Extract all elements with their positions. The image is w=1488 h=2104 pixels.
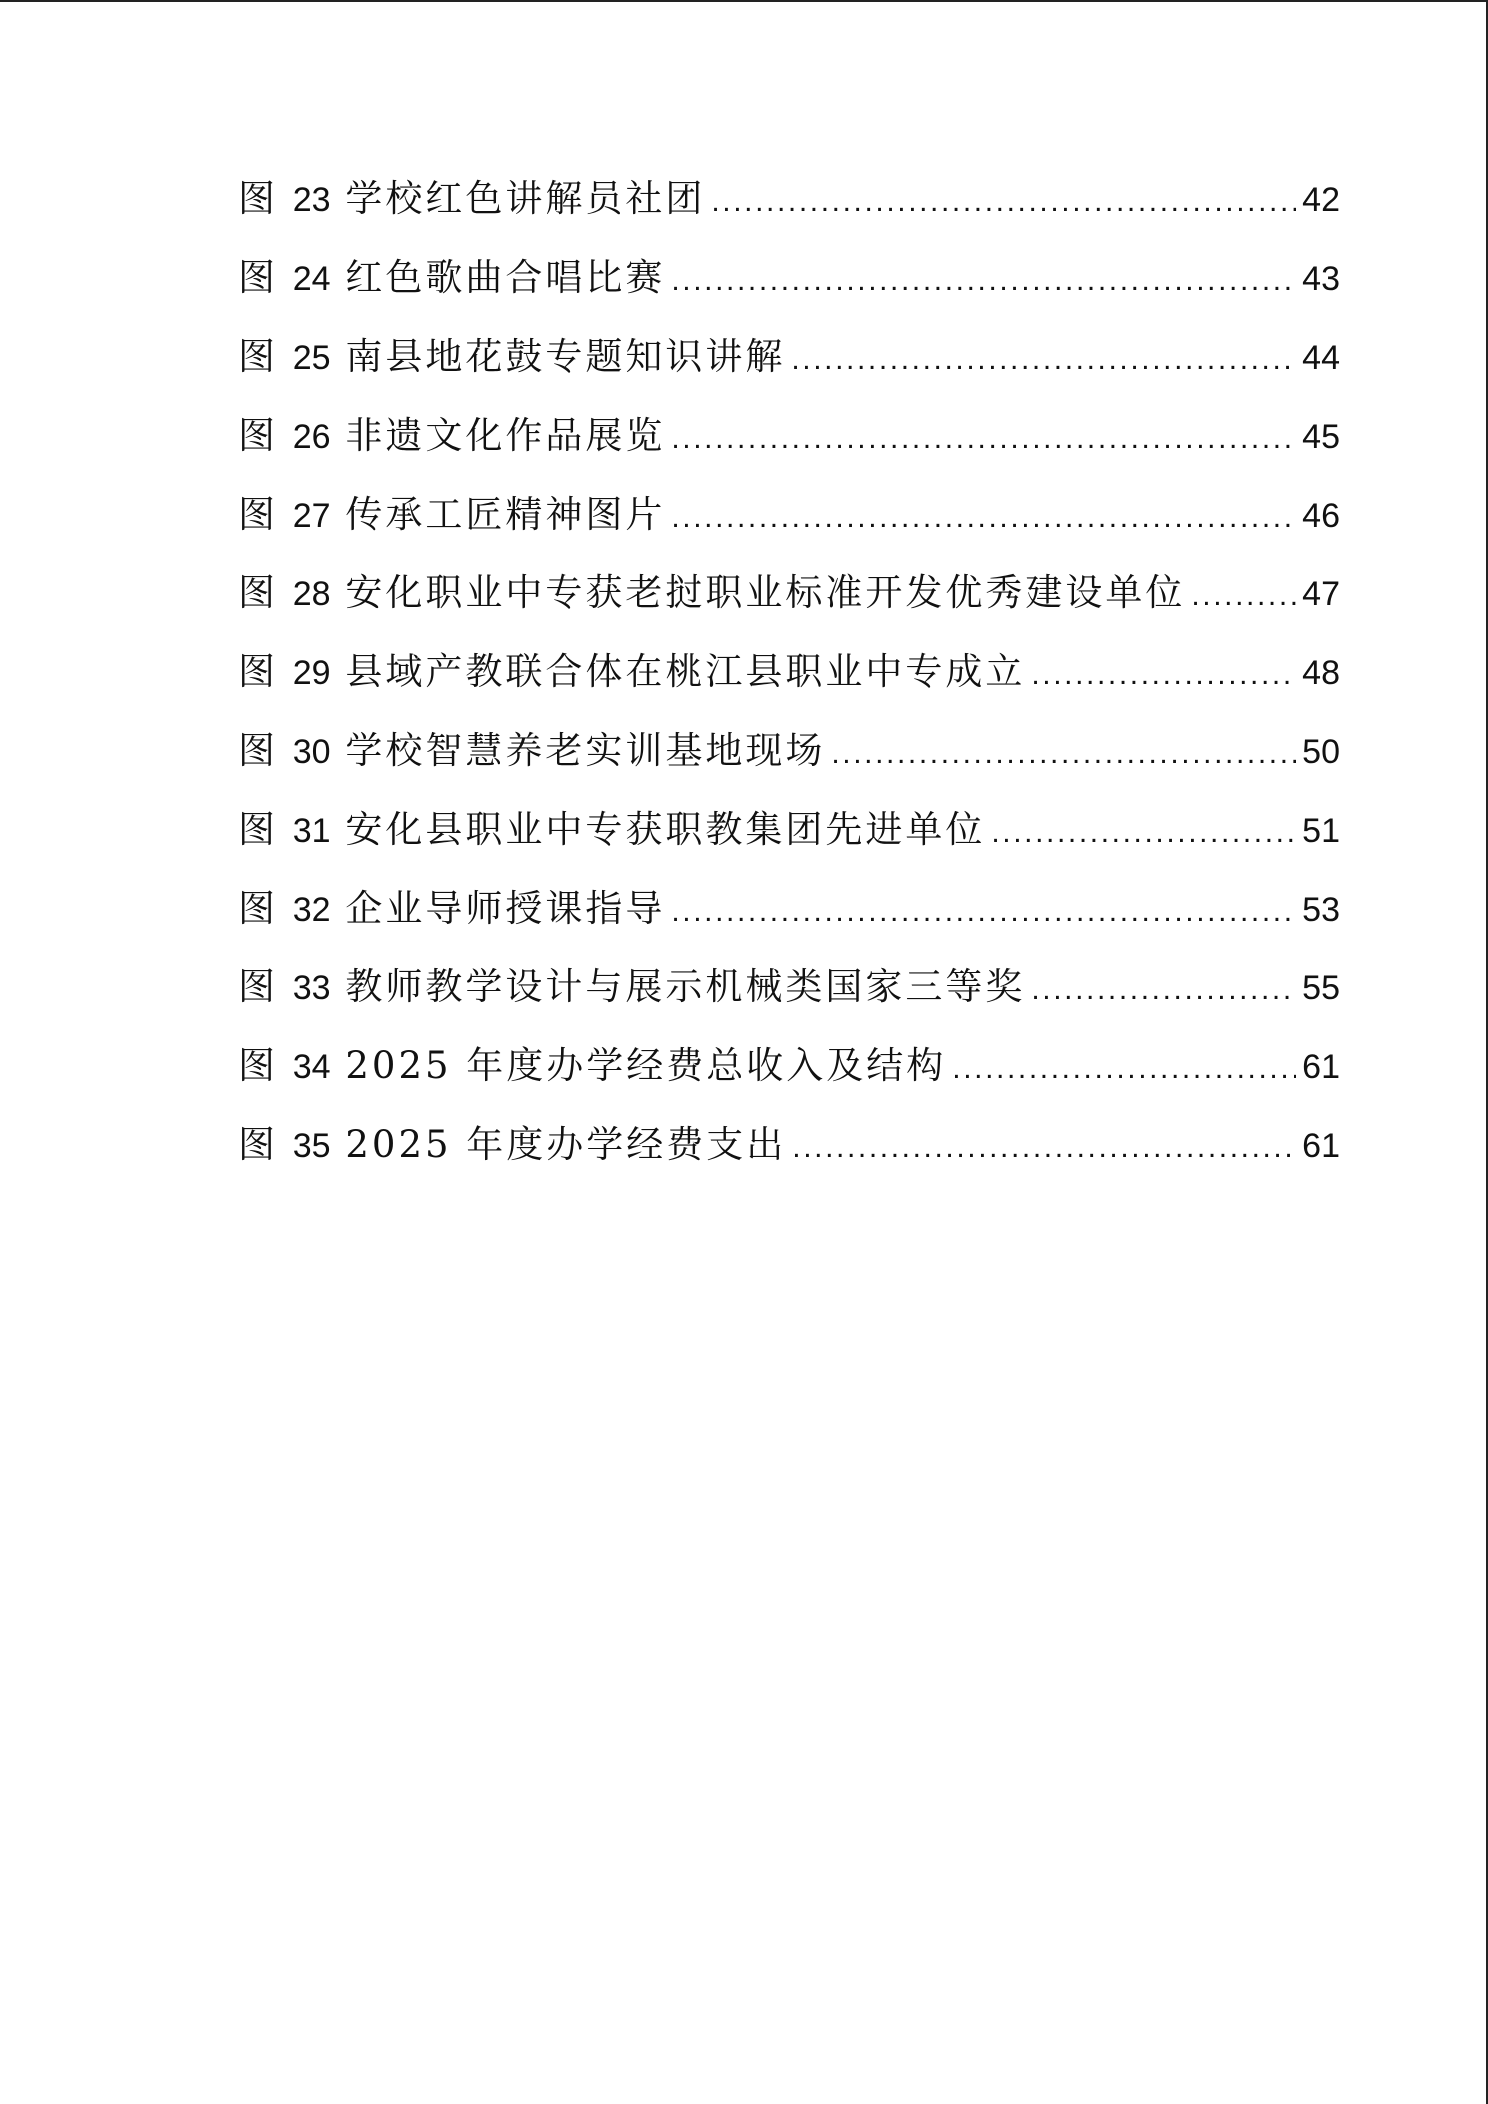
toc-dot-leader — [831, 737, 1296, 771]
toc-dot-leader — [792, 1131, 1296, 1165]
toc-entry-label: 图 34 2025 年度办学经费总收入及结构 — [238, 1044, 947, 1088]
toc-dot-leader — [671, 264, 1296, 298]
toc-dot-leader — [991, 816, 1296, 850]
toc-entry-label: 图 35 2025 年度办学经费支出 — [238, 1122, 787, 1166]
toc-entry[interactable] — [238, 392, 1340, 471]
toc-entry-label: 图 24 红色歌曲合唱比赛 — [238, 256, 666, 300]
toc-entry-label: 图 28 安化职业中专获老挝职业标准开发优秀建设单位 — [238, 571, 1186, 615]
toc-page-number: 51 — [1302, 811, 1340, 850]
toc-page-number: 46 — [1302, 496, 1340, 535]
toc-dot-leader — [711, 185, 1296, 219]
toc-entry-label: 图 27 传承工匠精神图片 — [238, 492, 666, 536]
toc-entry-label: 图 31 安化县职业中专获职教集团先进单位 — [238, 807, 986, 851]
toc-page-number: 61 — [1302, 1048, 1340, 1087]
toc-entry[interactable] — [238, 235, 1340, 314]
toc-entry[interactable] — [238, 550, 1340, 629]
toc-page-number: 48 — [1302, 654, 1340, 693]
toc-page-number: 45 — [1302, 417, 1340, 456]
toc-entry[interactable] — [238, 629, 1340, 708]
toc-entry[interactable] — [238, 471, 1340, 550]
toc-page-number: 42 — [1302, 181, 1340, 220]
toc-page-number: 53 — [1302, 890, 1340, 929]
toc-entry[interactable] — [238, 314, 1340, 393]
toc-dot-leader — [1031, 658, 1296, 692]
toc-entry[interactable] — [238, 786, 1340, 865]
toc-page-number: 47 — [1302, 575, 1340, 614]
toc-entry-label: 图 26 非遗文化作品展览 — [238, 413, 666, 457]
toc-entry[interactable] — [238, 708, 1340, 787]
page-top-border — [0, 0, 1488, 2]
toc-entry[interactable] — [238, 1102, 1340, 1181]
toc-page-number: 61 — [1302, 1126, 1340, 1165]
toc-page-number: 44 — [1302, 338, 1340, 377]
toc-entry-label: 图 32 企业导师授课指导 — [238, 886, 666, 930]
toc-entry-label: 图 23 学校红色讲解员社团 — [238, 177, 706, 221]
toc-dot-leader — [952, 1052, 1296, 1086]
toc-entry-label: 图 29 县域产教联合体在桃江县职业中专成立 — [238, 650, 1026, 694]
toc-entry[interactable] — [238, 944, 1340, 1023]
toc-entry-label: 图 25 南县地花鼓专题知识讲解 — [238, 334, 786, 378]
toc-entry[interactable] — [238, 1023, 1340, 1102]
toc-dot-leader — [671, 422, 1296, 456]
toc-dot-leader — [1191, 579, 1296, 613]
toc-dot-leader — [671, 501, 1296, 535]
toc-entry-label: 图 33 教师教学设计与展示机械类国家三等奖 — [238, 965, 1026, 1009]
figure-list-of-contents — [238, 156, 1340, 1180]
toc-dot-leader — [791, 343, 1296, 377]
toc-dot-leader — [1031, 973, 1296, 1007]
toc-page-number: 55 — [1302, 969, 1340, 1008]
toc-entry[interactable] — [238, 865, 1340, 944]
toc-entry-label: 图 30 学校智慧养老实训基地现场 — [238, 728, 826, 772]
toc-dot-leader — [671, 895, 1296, 929]
toc-entry[interactable] — [238, 156, 1340, 235]
toc-page-number: 43 — [1302, 260, 1340, 299]
toc-page-number: 50 — [1302, 732, 1340, 771]
